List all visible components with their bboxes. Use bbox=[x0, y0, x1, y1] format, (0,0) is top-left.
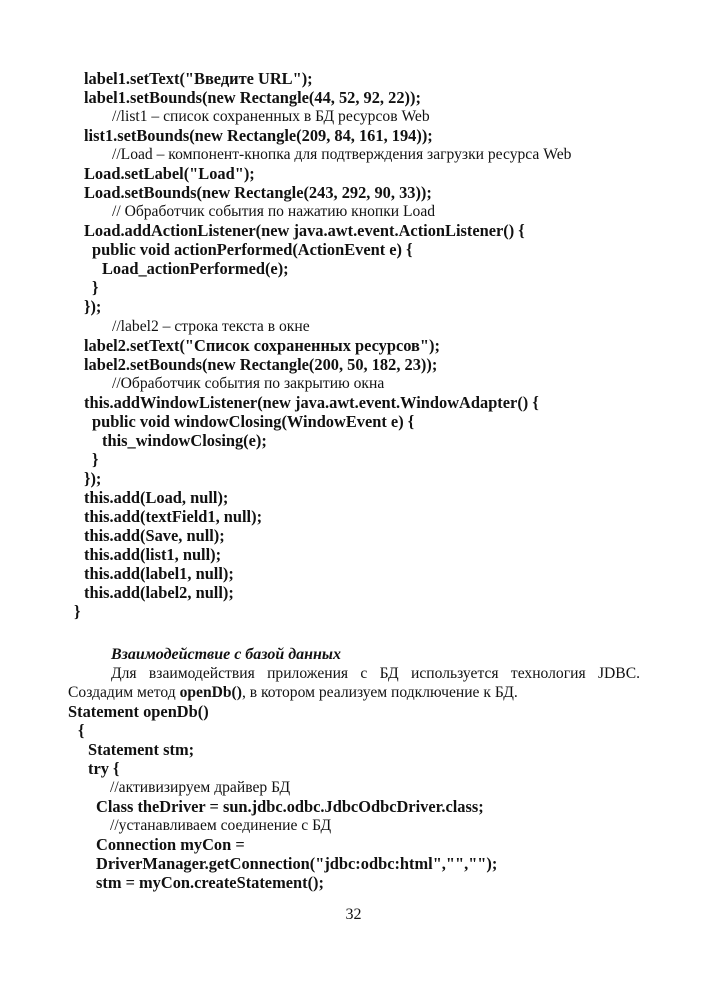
code-line: label2.setBounds(new Rectangle(200, 50, 182, 23)); bbox=[84, 355, 438, 374]
code-line: this.add(Load, null); bbox=[84, 488, 229, 507]
code-line: this.add(list1, null); bbox=[84, 545, 222, 564]
code-comment: // Обработчик события по нажатию кнопки Load bbox=[112, 203, 436, 220]
code-line: label1.setBounds(new Rectangle(44, 52, 92, 22)); bbox=[84, 88, 421, 107]
code-line: } bbox=[92, 450, 99, 469]
code-line: } bbox=[74, 602, 81, 621]
code-line: { bbox=[78, 721, 85, 740]
code-line: Load.setBounds(new Rectangle(243, 292, 90, 33)); bbox=[84, 183, 432, 202]
paragraph-text: Создадим метод bbox=[68, 684, 180, 701]
code-line: Load.setLabel("Load"); bbox=[84, 164, 255, 183]
code-comment: //label2 – строка текста в окне bbox=[112, 318, 310, 335]
code-line: label2.setText("Список сохраненных ресурсов"); bbox=[84, 336, 440, 355]
code-line: try { bbox=[88, 759, 120, 778]
code-line: Statement stm; bbox=[88, 740, 195, 759]
code-comment: //устанавливаем соединение с БД bbox=[110, 817, 332, 834]
code-line: Class theDriver = sun.jdbc.odbc.JdbcOdbcDriver.class; bbox=[96, 797, 484, 816]
code-line: this.add(textField1, null); bbox=[84, 507, 263, 526]
paragraph-line: Для взаимодействия приложения с БД используется технология JDBC. bbox=[111, 665, 640, 682]
code-comment: //Обработчик события по закрытию окна bbox=[112, 375, 385, 392]
code-line: }); bbox=[84, 297, 102, 316]
code-line: this_windowClosing(e); bbox=[102, 431, 267, 450]
paragraph-line bbox=[68, 683, 518, 702]
code-line: DriverManager.getConnection("jdbc:odbc:html","",""); bbox=[96, 854, 498, 873]
code-line: this.add(label2, null); bbox=[84, 583, 234, 602]
code-line: Load.addActionListener(new java.awt.event.ActionListener() { bbox=[84, 221, 525, 240]
code-line: public void windowClosing(WindowEvent e) { bbox=[92, 412, 415, 431]
code-line: public void actionPerformed(ActionEvent e) { bbox=[92, 240, 413, 259]
method-name: openDb() bbox=[179, 684, 242, 701]
code-comment: //list1 – список сохраненных в БД ресурсов Web bbox=[112, 108, 430, 125]
page-number: 32 bbox=[345, 906, 362, 923]
code-line: this.addWindowListener(new java.awt.event.WindowAdapter() { bbox=[84, 393, 539, 412]
code-line: }); bbox=[84, 469, 102, 488]
code-line: Connection myCon = bbox=[96, 835, 245, 854]
code-line: this.add(Save, null); bbox=[84, 526, 225, 545]
code-line: list1.setBounds(new Rectangle(209, 84, 161, 194)); bbox=[84, 126, 433, 145]
code-line: stm = myCon.createStatement(); bbox=[96, 873, 324, 892]
paragraph-text: , в котором реализуем подключение к БД. bbox=[241, 684, 518, 701]
code-line: label1.setText("Введите URL"); bbox=[84, 69, 313, 88]
code-comment: //Load – компонент-кнопка для подтверждения загрузки ресурса Web bbox=[112, 146, 572, 163]
code-line: this.add(label1, null); bbox=[84, 564, 234, 583]
code-line: Statement openDb() bbox=[68, 702, 209, 721]
code-comment: //активизируем драйвер БД bbox=[110, 779, 291, 796]
code-line: } bbox=[92, 278, 99, 297]
section-heading: Взаимодействие с базой данных bbox=[111, 646, 342, 663]
code-line: Load_actionPerformed(e); bbox=[102, 259, 289, 278]
